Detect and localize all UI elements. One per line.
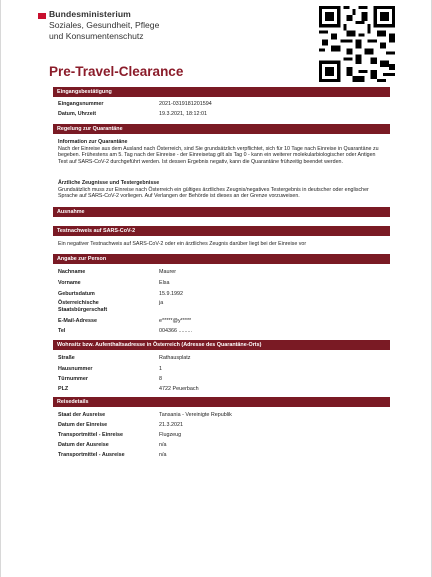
strasse-value: Rathausplatz (159, 355, 191, 361)
tuernummer-value: 8 (159, 376, 162, 382)
transport-ausreise-label: Transportmittel - Ausreise (58, 452, 125, 458)
tuernummer-label: Türnummer (58, 376, 88, 382)
quarantaene-info (58, 139, 384, 165)
staatsbuergerschaft-value: ja (159, 300, 164, 306)
plz-label: PLZ (58, 386, 69, 392)
ministry-name (49, 9, 159, 42)
quarantaene-info-text: Nach der Einreise aus dem Ausland nach Österreich, sind Sie grundsätzlich verpflichtet, sich für 10 Tage nach Einreise in Quarantäne zu begeben. Frühestens am 5. Tag nach der Einreise - der Einreisetag gilt als Tag 0 - kann ein weiterer molekularbiologischer oder Antigen Test auf SARS-CoV-2 durchgeführt werden. Ist dessen Ergebnis negativ, kann die Quarantäne frühzeitig beendet werden. (58, 145, 379, 165)
plz-value: 4722 Peuerbach (159, 386, 199, 392)
datum-einreise-value: 21.3.2021 (159, 422, 183, 428)
staat-ausreise-label: Staat der Ausreise (58, 412, 106, 418)
transport-einreise-label: Transportmittel - Einreise (58, 432, 124, 438)
geburtsdatum-label: Geburtsdatum (58, 291, 95, 297)
tel-value: 004366 ......... (159, 328, 192, 334)
zeugnis-info-title: Ärztliche Zeugnisse und Testergebnisse (58, 180, 160, 186)
transport-ausreise-value: n/a (159, 452, 167, 458)
section-header-ausnahme: Ausnahme (53, 207, 390, 217)
datum-ausreise-value: n/a (159, 442, 167, 448)
section-header-eingang: Eingangsbestätigung (53, 87, 390, 97)
nachname-label: Nachname (58, 269, 86, 275)
eingangsnummer-value: 2021-0319181201594 (159, 101, 212, 107)
section-header-wohnsitz: Wohnsitz bzw. Aufenthaltsadresse in Österreich (Adresse des Quarantäne-Orts) (53, 340, 390, 350)
testnachweis-text: Ein negativer Testnachweis auf SARS-CoV-2 oder ein ärztliches Zeugnis darüber liegt bei der Einreise vor (58, 241, 307, 247)
email-label: E-Mail-Adresse (58, 318, 97, 324)
qr-code-icon (319, 6, 395, 82)
eingangsnummer-label: Eingangsnummer (58, 101, 104, 107)
section-header-reise: Reisedetails (53, 397, 390, 407)
ministry-line-3: und Konsumentenschutz (49, 31, 144, 41)
section-header-test: Testnachweis auf SARS-CoV-2 (53, 226, 390, 236)
ministry-line-1: Bundesministerium (49, 9, 131, 19)
transport-einreise-value: Flugzeug (159, 432, 182, 438)
geburtsdatum-value: 15.9.1992 (159, 291, 183, 297)
datum-ausreise-label: Datum der Ausreise (58, 442, 109, 448)
section-header-person: Angabe zur Person (53, 254, 390, 264)
hausnummer-value: 1 (159, 366, 162, 372)
section-header-quarantaene: Regelung zur Quarantäne (53, 124, 390, 134)
datum-einreise-label: Datum der Einreise (58, 422, 108, 428)
datum-uhrzeit-value: 19.3.2021, 18:12:01 (159, 111, 207, 117)
staat-ausreise-value: Tansania - Vereinigte Republik (159, 412, 232, 418)
zeugnis-info (58, 180, 384, 200)
staatsbuergerschaft-label: Österreichische Staatsbürgerschaft (58, 300, 108, 313)
tel-label: Tel (58, 328, 66, 334)
zeugnis-info-text: Grundsätzlich muss zur Einreise nach Österreich ein gültiges ärztliches Zeugnis/negatives Testergebnis in deutscher oder englischer Sprache auf SARS-CoV-2 vorliegen. Auf Verlangen der Behörde ist dieses an der Grenze vorzuweisen. (58, 186, 369, 200)
page-title: Pre-Travel-Clearance (49, 64, 184, 79)
ministry-line-2: Soziales, Gesundheit, Pflege (49, 20, 160, 30)
quarantaene-info-title: Information zur Quarantäne (58, 139, 128, 145)
vorname-label: Vorname (58, 280, 81, 286)
austria-flag-logo (38, 13, 46, 19)
nachname-value: Maurer (159, 269, 177, 275)
datum-uhrzeit-label: Datum, Uhrzeit (58, 111, 97, 117)
hausnummer-label: Hausnummer (58, 366, 93, 372)
strasse-label: Straße (58, 355, 75, 361)
vorname-value: Elsa (159, 280, 170, 286)
email-value: e*****@y***** (159, 318, 192, 324)
